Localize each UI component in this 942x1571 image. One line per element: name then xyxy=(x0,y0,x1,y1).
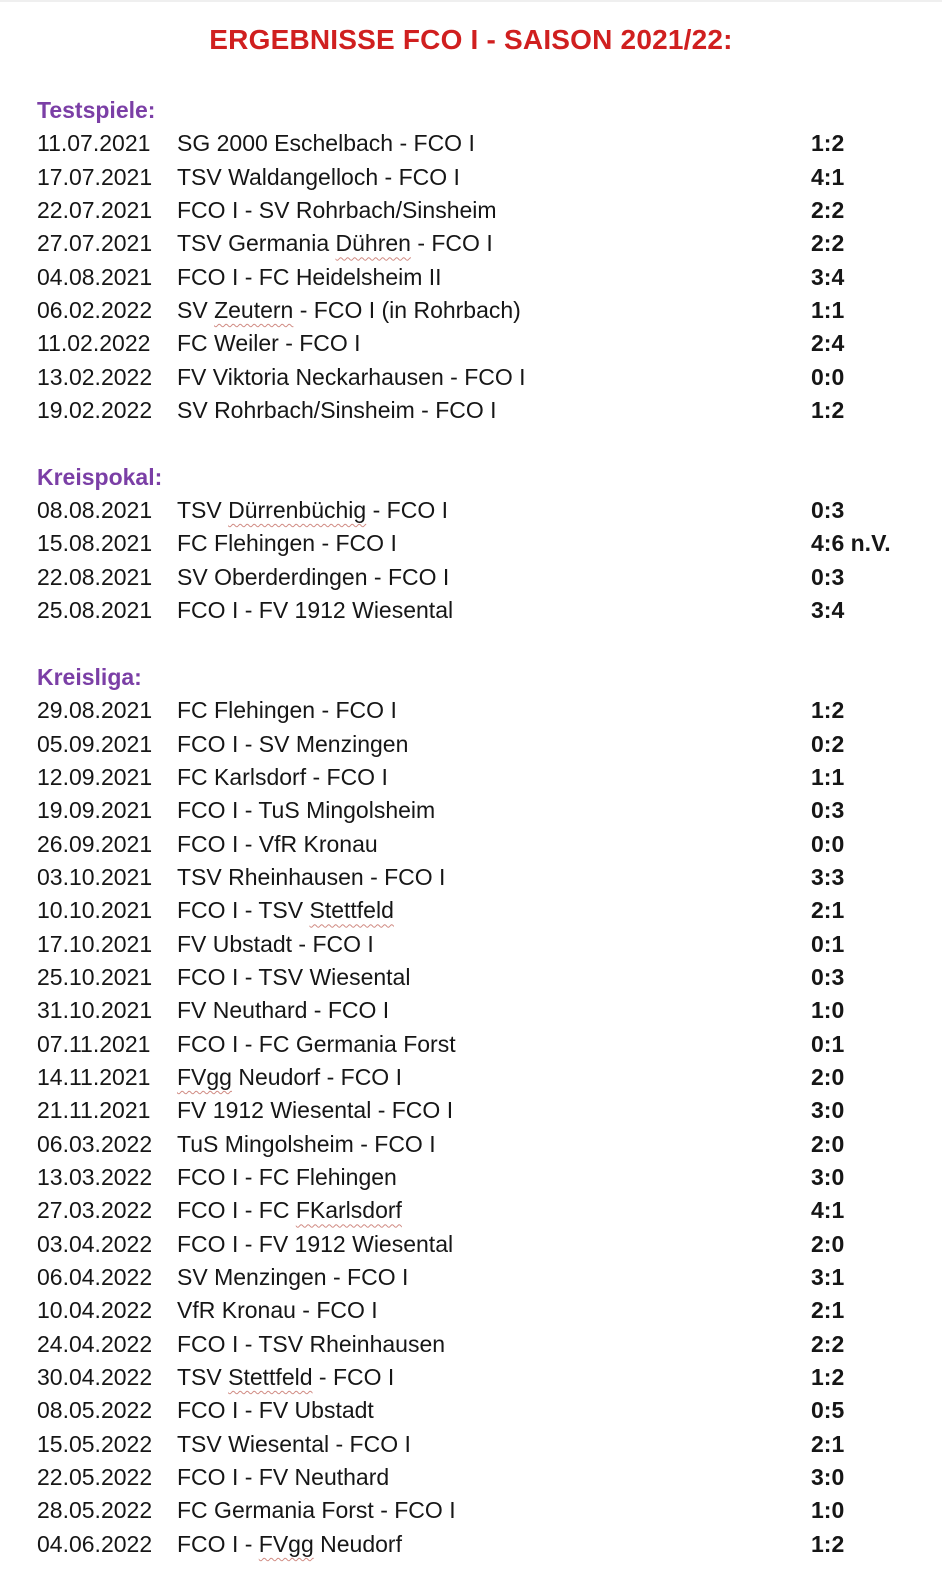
match-row xyxy=(37,1494,905,1527)
match-teams: SV Oberderdingen - FCO I xyxy=(177,563,450,590)
match-result: 0:3 xyxy=(811,963,845,990)
match-row xyxy=(37,161,905,194)
results-section xyxy=(37,461,905,628)
match-teams: TSV Germania Dühren - FCO I xyxy=(177,230,493,257)
misspelled-word: Stettfeld xyxy=(309,897,394,924)
match-date: 13.02.2022 xyxy=(37,363,153,390)
match-date: 31.10.2021 xyxy=(37,997,153,1024)
section-header: Kreisliga: xyxy=(37,663,142,690)
match-row xyxy=(37,127,905,160)
match-date: 03.04.2022 xyxy=(37,1230,153,1257)
match-row xyxy=(37,194,905,227)
match-teams: TuS Mingolsheim - FCO I xyxy=(177,1130,436,1157)
match-row xyxy=(37,694,905,727)
match-date: 27.07.2021 xyxy=(37,230,153,257)
match-teams: FCO I - FVgg Neudorf xyxy=(177,1530,402,1557)
match-result: 3:1 xyxy=(811,1264,845,1291)
match-teams: FC Karlsdorf - FCO I xyxy=(177,763,388,790)
match-teams: FCO I - FV 1912 Wiesental xyxy=(177,1230,454,1257)
match-result: 4:1 xyxy=(811,1197,845,1224)
match-result: 3:4 xyxy=(811,263,845,290)
misspelled-word: FVgg xyxy=(177,1063,232,1090)
match-date: 10.04.2022 xyxy=(37,1297,153,1324)
match-teams: FCO I - FC Heidelsheim II xyxy=(177,263,442,290)
match-row xyxy=(37,761,905,794)
match-date: 24.04.2022 xyxy=(37,1330,153,1357)
misspelled-word: Stettfeld xyxy=(228,1364,313,1391)
match-teams: FCO I - FV Neuthard xyxy=(177,1464,390,1491)
match-teams: TSV Dürrenbüchig - FCO I xyxy=(177,497,448,524)
match-row xyxy=(37,1261,905,1294)
match-row xyxy=(37,494,905,527)
match-date: 03.10.2021 xyxy=(37,863,153,890)
match-row xyxy=(37,1294,905,1327)
match-result: 1:2 xyxy=(811,697,845,724)
match-row xyxy=(37,861,905,894)
match-result: 1:1 xyxy=(811,297,845,324)
match-date: 17.07.2021 xyxy=(37,163,153,190)
match-row xyxy=(37,261,905,294)
match-teams: TSV Waldangelloch - FCO I xyxy=(177,163,460,190)
match-date: 04.08.2021 xyxy=(37,263,153,290)
match-result: 2:4 xyxy=(811,330,845,357)
match-date: 06.02.2022 xyxy=(37,297,153,324)
match-row xyxy=(37,828,905,861)
match-result: 1:2 xyxy=(811,1364,845,1391)
match-result: 2:1 xyxy=(811,1297,845,1324)
results-section xyxy=(37,94,905,427)
match-date: 22.08.2021 xyxy=(37,563,153,590)
match-teams: FCO I - SV Rohrbach/Sinsheim xyxy=(177,197,497,224)
match-date: 15.05.2022 xyxy=(37,1430,153,1457)
misspelled-word: FKarlsdorf xyxy=(295,1197,402,1224)
match-date: 14.11.2021 xyxy=(37,1063,151,1090)
match-teams: TSV Wiesental - FCO I xyxy=(177,1430,411,1457)
misspelled-word: FVgg xyxy=(258,1530,314,1557)
match-teams: FCO I - TSV Stettfeld xyxy=(177,897,394,924)
match-result: 1:2 xyxy=(811,397,845,424)
misspelled-word: Dürrenbüchig xyxy=(228,497,367,524)
match-date: 19.02.2022 xyxy=(37,397,153,424)
match-result: 1:0 xyxy=(811,1497,845,1524)
match-result: 3:3 xyxy=(811,863,845,890)
match-result: 3:0 xyxy=(811,1164,845,1190)
match-result: 0:3 xyxy=(811,797,845,824)
match-row xyxy=(37,1428,905,1461)
match-teams: FCO I - FC Germania Forst xyxy=(177,1030,456,1057)
match-date: 08.05.2022 xyxy=(37,1397,153,1424)
results-section xyxy=(37,661,905,1561)
match-result: 1:1 xyxy=(811,763,845,790)
match-row xyxy=(37,1228,905,1261)
match-result: 3:0 xyxy=(811,1097,845,1124)
match-teams: FCO I - TSV Rheinhausen xyxy=(177,1330,446,1357)
match-teams: FCO I - FV Ubstadt xyxy=(177,1397,374,1424)
match-row xyxy=(37,1094,905,1127)
match-result: 0:3 xyxy=(811,563,845,590)
misspelled-word: Zeutern xyxy=(214,297,294,324)
match-row xyxy=(37,794,905,827)
match-row xyxy=(37,1394,905,1427)
match-row xyxy=(37,294,905,327)
match-result: 0:5 xyxy=(811,1397,845,1424)
match-date: 08.08.2021 xyxy=(37,497,153,524)
match-result: 2:0 xyxy=(811,1063,845,1090)
match-result: 2:2 xyxy=(811,1330,845,1357)
match-date: 10.10.2021 xyxy=(37,897,153,924)
match-row xyxy=(37,561,905,594)
match-result: 0:1 xyxy=(811,930,845,957)
match-teams: TSV Stettfeld - FCO I xyxy=(177,1364,395,1391)
match-row xyxy=(37,1361,905,1394)
match-teams: SV Rohrbach/Sinsheim - FCO I xyxy=(177,397,497,424)
match-date: 19.09.2021 xyxy=(37,797,153,824)
match-date: 06.04.2022 xyxy=(37,1264,153,1291)
match-teams: FV Neuthard - FCO I xyxy=(177,997,390,1024)
match-teams: FCO I - FC Flehingen xyxy=(177,1164,397,1190)
match-row xyxy=(37,1028,905,1061)
match-row xyxy=(37,1061,905,1094)
match-date: 05.09.2021 xyxy=(37,730,153,757)
match-teams: SV Zeutern - FCO I (in Rohrbach) xyxy=(177,297,521,324)
match-result: 4:1 xyxy=(811,163,845,190)
match-row xyxy=(37,961,905,994)
page-title: ERGEBNISSE FCO I - SAISON 2021/22: xyxy=(209,24,733,55)
match-teams: FC Flehingen - FCO I xyxy=(177,697,397,724)
match-row xyxy=(37,594,905,627)
match-date: 17.10.2021 xyxy=(37,930,153,957)
results-sections xyxy=(37,94,905,1561)
match-teams: FVgg Neudorf - FCO I xyxy=(177,1063,402,1090)
match-date: 22.07.2021 xyxy=(37,197,153,224)
match-teams: FC Weiler - FCO I xyxy=(177,330,361,357)
match-date: 11.02.2022 xyxy=(37,330,151,357)
match-date: 30.04.2022 xyxy=(37,1364,153,1391)
match-date: 22.05.2022 xyxy=(37,1464,153,1491)
match-result: 1:2 xyxy=(811,1530,845,1557)
match-row xyxy=(37,894,905,927)
match-teams: SV Menzingen - FCO I xyxy=(177,1264,409,1291)
match-date: 11.07.2021 xyxy=(37,130,151,157)
match-row xyxy=(37,1528,905,1561)
match-row xyxy=(37,1461,905,1494)
match-result: 2:2 xyxy=(811,230,845,257)
match-row xyxy=(37,994,905,1027)
match-teams: FCO I - SV Menzingen xyxy=(177,730,409,757)
match-result: 0:1 xyxy=(811,1030,845,1057)
match-date: 06.03.2022 xyxy=(37,1130,153,1157)
match-result: 3:4 xyxy=(811,597,845,624)
match-row xyxy=(37,928,905,961)
match-result: 0:3 xyxy=(811,497,845,524)
match-result: 2:1 xyxy=(811,897,845,924)
match-date: 28.05.2022 xyxy=(37,1497,153,1524)
match-teams: VfR Kronau - FCO I xyxy=(177,1297,378,1324)
match-result: 1:2 xyxy=(811,130,845,157)
misspelled-word: Dühren xyxy=(335,230,411,257)
match-date: 25.08.2021 xyxy=(37,597,153,624)
match-teams: FC Germania Forst - FCO I xyxy=(177,1497,456,1524)
match-teams: FCO I - FC FKarlsdorf xyxy=(177,1197,402,1224)
match-date: 13.03.2022 xyxy=(37,1164,153,1190)
match-result: 2:1 xyxy=(811,1430,845,1457)
match-result: 0:0 xyxy=(811,830,845,857)
match-date: 21.11.2021 xyxy=(37,1097,151,1124)
match-result: 4:6 n.V. xyxy=(811,530,891,557)
match-row xyxy=(37,327,905,360)
match-row xyxy=(37,361,905,394)
match-teams: FCO I - FV 1912 Wiesental xyxy=(177,597,454,624)
section-header: Testspiele: xyxy=(37,97,156,123)
match-row xyxy=(37,527,905,560)
match-row xyxy=(37,1194,905,1227)
match-result: 2:2 xyxy=(811,197,845,224)
match-date: 26.09.2021 xyxy=(37,830,153,857)
match-result: 1:0 xyxy=(811,997,845,1024)
match-result: 3:0 xyxy=(811,1464,845,1491)
match-row xyxy=(37,1161,905,1194)
match-result: 2:0 xyxy=(811,1130,845,1157)
match-teams: TSV Rheinhausen - FCO I xyxy=(177,863,446,890)
match-row xyxy=(37,1128,905,1161)
match-teams: FCO I - TuS Mingolsheim xyxy=(177,797,436,824)
match-date: 15.08.2021 xyxy=(37,530,153,557)
match-date: 12.09.2021 xyxy=(37,763,153,790)
match-row xyxy=(37,728,905,761)
match-teams: SG 2000 Eschelbach - FCO I xyxy=(177,130,475,157)
match-teams: FV Ubstadt - FCO I xyxy=(177,930,374,957)
match-date: 07.11.2021 xyxy=(37,1030,151,1057)
match-result: 2:0 xyxy=(811,1230,845,1257)
match-result: 0:0 xyxy=(811,363,845,390)
match-date: 25.10.2021 xyxy=(37,963,153,990)
match-row xyxy=(37,394,905,427)
match-row xyxy=(37,227,905,260)
match-date: 04.06.2022 xyxy=(37,1530,153,1557)
match-teams: FC Flehingen - FCO I xyxy=(177,530,397,557)
match-row xyxy=(37,1328,905,1361)
match-teams: FV Viktoria Neckarhausen - FCO I xyxy=(177,363,526,390)
section-header: Kreispokal: xyxy=(37,463,163,490)
match-date: 29.08.2021 xyxy=(37,697,153,724)
match-teams: FCO I - TSV Wiesental xyxy=(177,963,411,990)
match-teams: FCO I - VfR Kronau xyxy=(177,830,378,857)
match-teams: FV 1912 Wiesental - FCO I xyxy=(177,1097,454,1124)
match-result: 0:2 xyxy=(811,730,845,757)
match-date: 27.03.2022 xyxy=(37,1197,153,1224)
